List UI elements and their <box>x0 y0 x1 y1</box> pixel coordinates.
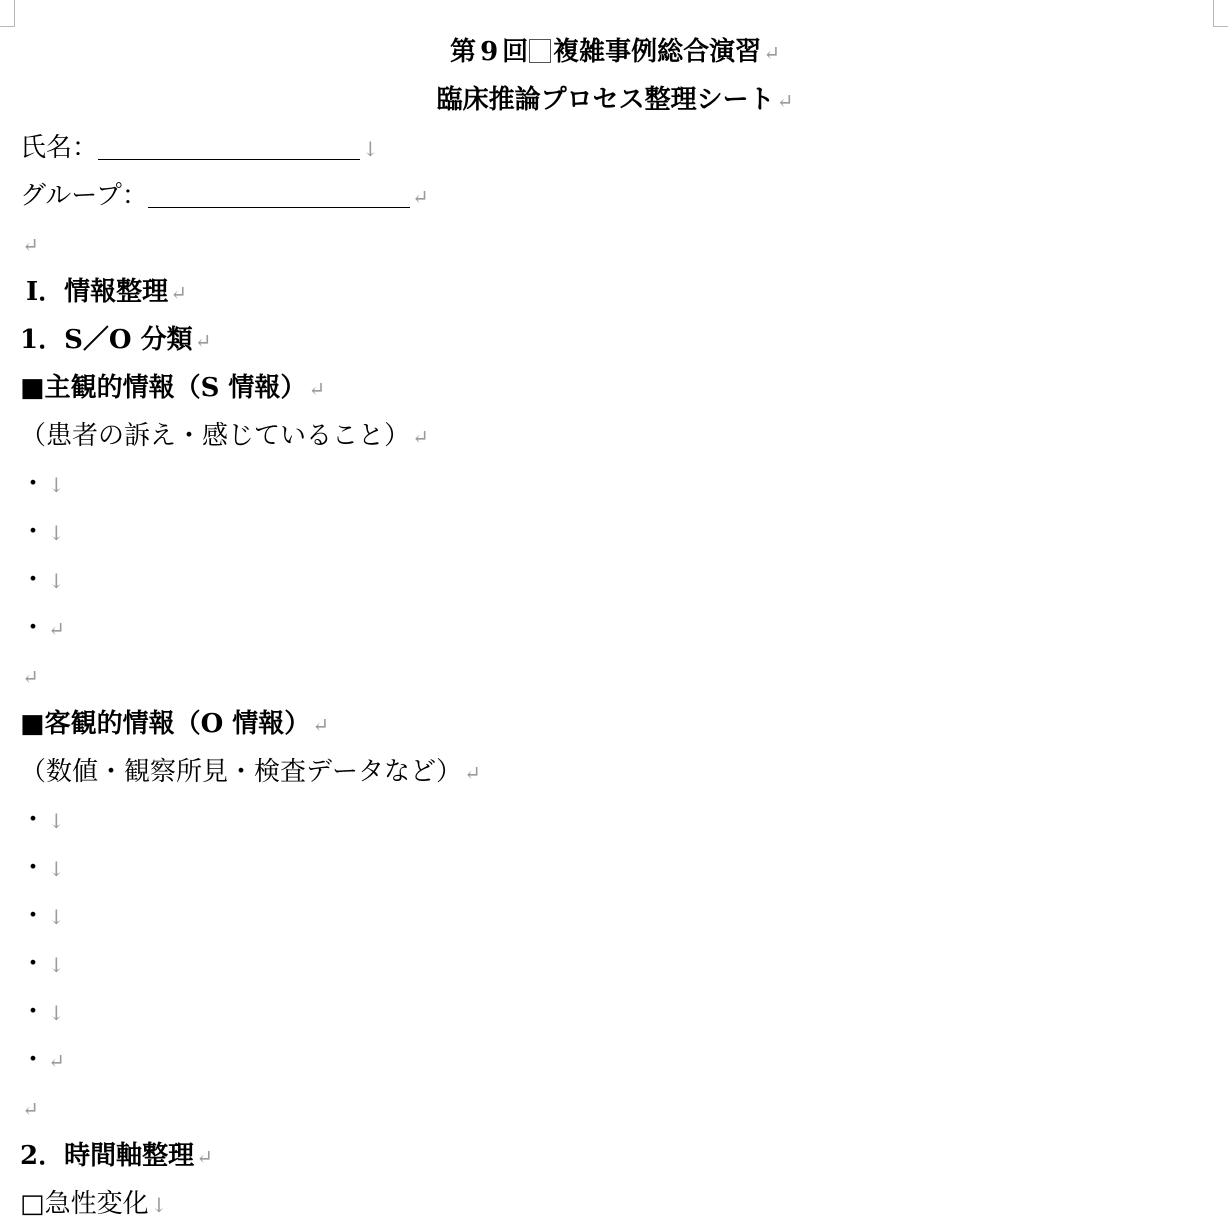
paragraph-mark: ↵ <box>776 89 794 113</box>
subjective-bullet[interactable]: ・ ↓ <box>20 565 65 595</box>
paragraph-mark: ↵ <box>411 185 429 209</box>
name-blank[interactable] <box>98 129 360 160</box>
objective-bullet[interactable]: ・ ↓ <box>20 949 65 979</box>
empty-line: ↵ <box>22 1097 39 1121</box>
document-page <box>20 28 1210 1228</box>
objective-note: （数値・観察所見・検査データなど） ↵ <box>20 757 481 787</box>
subjective-note: （患者の訴え・感じていること） ↵ <box>20 421 429 451</box>
subjective-heading: ■主観的情報（S 情報） ↵ <box>20 373 326 403</box>
group-blank[interactable] <box>148 177 410 208</box>
subjective-bullet[interactable]: ・ ↓ <box>20 517 65 547</box>
box-glyph <box>529 39 551 63</box>
objective-bullet[interactable]: ・ ↓ <box>20 805 65 835</box>
section-heading: Ⅰ．情報整理 ↵ <box>26 277 187 307</box>
acute-change-checkbox[interactable]: □急性変化 ↓ <box>20 1189 168 1219</box>
group-field <box>20 172 1210 220</box>
objective-bullet[interactable]: ・ ↵ <box>20 1045 65 1075</box>
page-corner-left <box>0 0 15 27</box>
subjective-bullet[interactable]: ・ ↓ <box>20 469 65 499</box>
page-corner-right <box>1213 0 1228 27</box>
objective-heading: ■客観的情報（O 情報） ↵ <box>20 709 330 739</box>
objective-bullet[interactable]: ・ ↓ <box>20 853 65 883</box>
group-label: グループ： <box>20 181 148 211</box>
subsection-so: 1．S／O 分類 ↵ <box>20 325 212 355</box>
document-title: 第 9 回 複雑事例総合演習 ↵ <box>450 37 780 67</box>
objective-bullet[interactable]: ・ ↓ <box>20 997 65 1027</box>
name-field <box>20 124 1210 172</box>
empty-line: ↵ <box>22 665 39 689</box>
paragraph-mark: ↵ <box>763 41 780 65</box>
name-label: 氏名： <box>20 133 99 163</box>
document-subtitle: 臨床推論プロセス整理シート ↵ <box>436 85 794 115</box>
line-break-mark: ↓ <box>362 137 379 161</box>
objective-bullet[interactable]: ・ ↓ <box>20 901 65 931</box>
empty-line: ↵ <box>22 233 39 257</box>
subjective-bullet[interactable]: ・ ↵ <box>20 613 65 643</box>
subsection-timeline: 2．時間軸整理 ↵ <box>20 1141 213 1171</box>
